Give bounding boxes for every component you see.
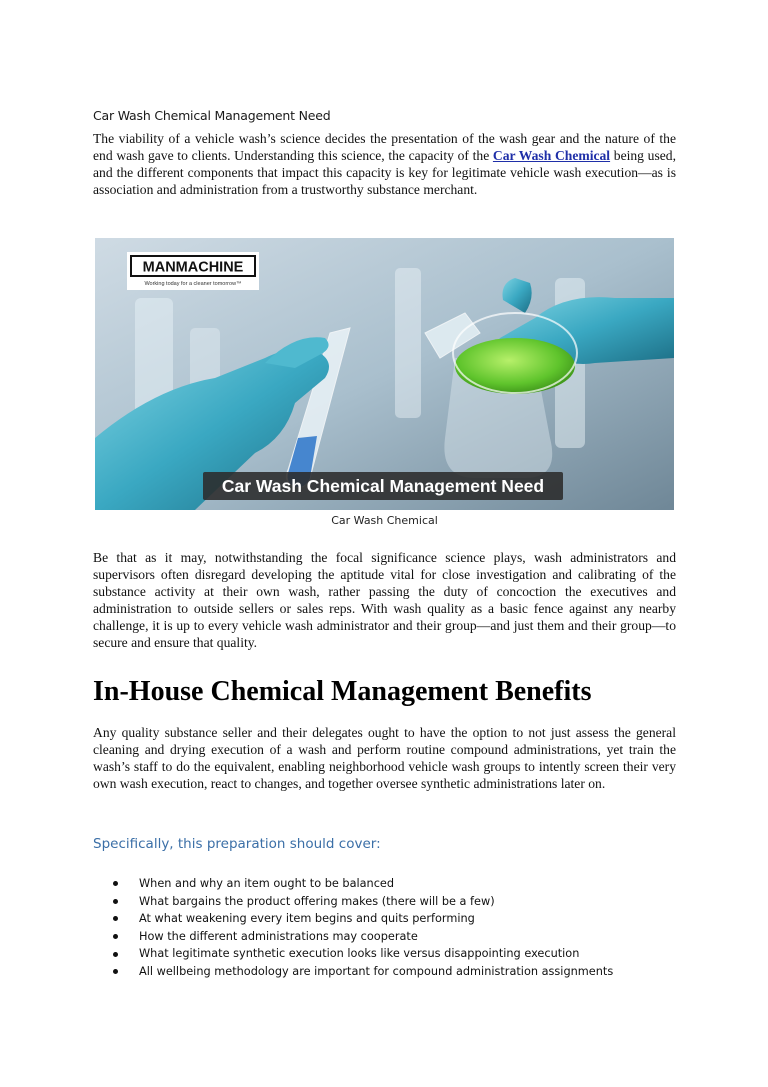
logo-tagline: Working today for a cleaner tomorrow™: [144, 281, 242, 287]
bullet-icon: [113, 916, 118, 921]
list-item: [113, 875, 613, 893]
bullet-icon: [113, 969, 118, 974]
list-item: [113, 945, 613, 963]
intro-text-start: The viability of a vehicle wash’s science decides the presentation of the wash gear and the nature of the end wash gave to clients. Understanding this science, the capacity of the: [93, 131, 676, 163]
figure-caption: Car Wash Chemical: [331, 514, 438, 527]
body-paragraph-3: Any quality substance seller and their delegates ought to have the option to not just assess the general cleaning and drying execution of a wash and perform routine compound administrations, yet train the wash’s staff to do the equivalent, enabling neighborhood vehicle wash groups to intently screen their very own wash execution, react to changes, and together oversee synthetic administrations later on.: [93, 725, 676, 791]
lab-photo: [95, 238, 674, 510]
bullet-icon: [113, 881, 118, 886]
coverage-list: [113, 875, 613, 981]
list-item: [113, 910, 613, 928]
list-item-text: When and why an item ought to be balanced: [139, 877, 395, 890]
car-wash-chemical-link[interactable]: Car Wash Chemical: [492, 148, 611, 163]
list-item-text: What bargains the product offering makes (there will be a few): [139, 894, 495, 908]
list-item-text: How the different administrations may cooperate: [139, 929, 418, 943]
subheading-preparation: Specifically, this preparation should cover:: [93, 836, 381, 852]
bullet-icon: [113, 899, 118, 904]
bullet-icon: [113, 934, 118, 939]
bullet-icon: [113, 952, 118, 957]
list-item-text: All wellbeing methodology are important for compound administration assignments: [139, 964, 614, 978]
intro-paragraph: [93, 130, 676, 198]
body-paragraph-2: Be that as it may, notwithstanding the focal significance science plays, wash administrators and supervisors often disregard developing the aptitude vital for close investigation and calibrating of the substance activity at their own wash, rather passing the duty of concoction the executives and administration to outside sellers or sales reps. With wash quality as a basic fence against any nearby challenge, it is up to every vehicle wash administrator and their group—and just them and their group—to secure and ensure that quality.: [93, 550, 676, 650]
banner-text: Car Wash Chemical Management Need: [221, 476, 545, 496]
list-item: [113, 928, 613, 946]
intro-text-end: being used, and the different components that impact this capacity is key for legitimate vehicle wash execution—as is association and administration from a trustworthy substance merchant.: [93, 148, 676, 197]
list-item: [113, 963, 613, 981]
section-heading-need: Car Wash Chemical Management Need: [93, 107, 331, 123]
list-item-text: What legitimate synthetic execution looks like versus disappointing execution: [139, 947, 580, 961]
section-heading-benefits: In-House Chemical Management Benefits: [93, 676, 592, 707]
list-item: [113, 893, 613, 911]
list-item-text: At what weakening every item begins and quits performing: [139, 912, 475, 926]
logo-text: MANMACHINE: [142, 259, 244, 276]
